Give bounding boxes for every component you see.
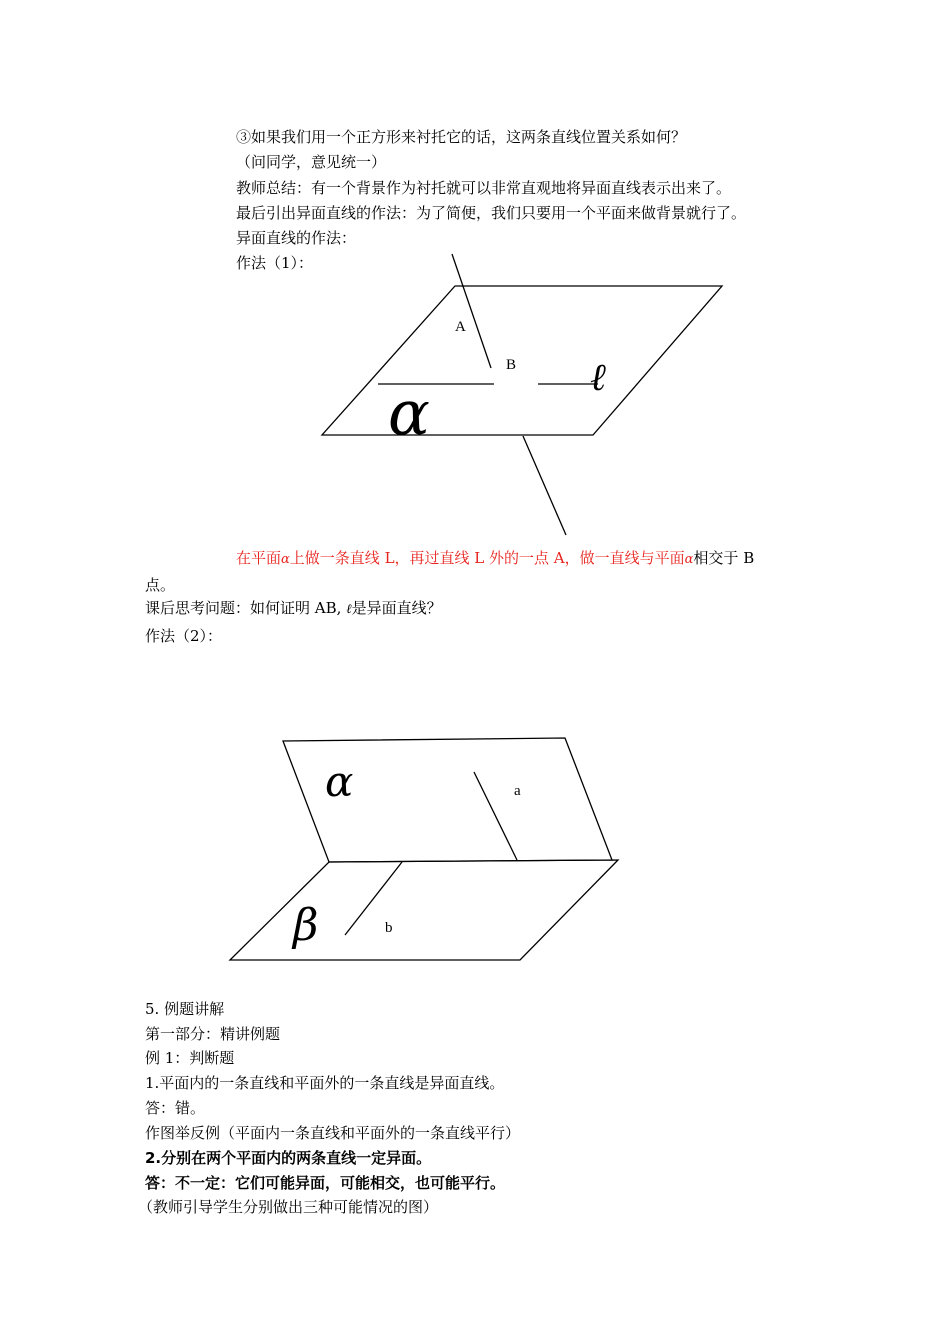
label-alpha-2: α <box>325 757 354 806</box>
line-a <box>474 772 517 860</box>
plane-alpha-parallelogram <box>322 286 722 435</box>
line-ab-lower <box>523 436 566 535</box>
label-alpha-1: α <box>388 376 430 449</box>
method-2-heading: 作法（2）： <box>145 627 223 645</box>
question-suffix: 是异面直线？ <box>351 599 442 617</box>
example-1-heading: 例 1：判断题 <box>145 1049 235 1067</box>
label-beta: β <box>293 900 319 951</box>
intro-line-5: 异面直线的作法： <box>236 229 357 247</box>
label-b: B <box>506 357 517 373</box>
answer-1: 答：错。 <box>145 1099 206 1117</box>
part-1-heading: 第一部分：精讲例题 <box>145 1025 281 1043</box>
red-sentence-part-3: 相交于 B <box>693 549 755 567</box>
figure-1-drawing <box>322 254 722 535</box>
section-heading: 5. 例题讲解 <box>145 1000 225 1018</box>
red-sentence-part-2: 上做一条直线 L，再过直线 L 外的一点 A，做一直线与平面 <box>289 549 685 567</box>
label-a-lower: a <box>514 783 521 799</box>
after-class-question <box>145 598 442 620</box>
line-ab-upper <box>452 254 491 368</box>
question-prefix: 课后思考问题：如何证明 AB, <box>145 599 347 617</box>
label-b-lower: b <box>385 920 393 936</box>
plane-alpha-2 <box>283 738 612 862</box>
line-b <box>345 862 402 935</box>
red-sentence-part-1: 在平面 <box>236 549 282 567</box>
method-1-heading: 作法（1）： <box>236 254 314 272</box>
answer-2: 答：不一定：它们可能异面，可能相交，也可能平行。 <box>145 1174 506 1192</box>
intro-line-2: （问同学，意见统一） <box>236 153 387 171</box>
figure-2-drawing <box>230 738 618 960</box>
plane-beta <box>230 860 618 960</box>
red-sentence <box>236 548 754 570</box>
intro-line-4: 最后引出异面直线的作法：为了简便，我们只要用一个平面来做背景就行了。 <box>236 204 747 222</box>
intro-line-3: 教师总结：有一个背景作为衬托就可以非常直观地将异面直线表示出来了。 <box>236 179 732 197</box>
alpha-symbol-1: α <box>281 552 290 567</box>
question-2: 2.分别在两个平面内的两条直线一定异面。 <box>145 1149 432 1167</box>
label-a: A <box>455 319 466 335</box>
intro-line-1: ③如果我们用一个正方形来衬托它的话，这两条直线位置关系如何？ <box>236 128 687 146</box>
red-sentence-tail: 点。 <box>145 576 176 594</box>
note-2: （教师引导学生分别做出三种可能情况的图） <box>138 1198 439 1216</box>
question-1: 1.平面内的一条直线和平面外的一条直线是异面直线。 <box>145 1074 505 1092</box>
label-l: ℓ <box>590 355 606 399</box>
note-1: 作图举反例（平面内一条直线和平面外的一条直线平行） <box>145 1124 521 1142</box>
l-symbol: ℓ <box>346 602 352 617</box>
alpha-symbol-2: α <box>684 552 694 567</box>
